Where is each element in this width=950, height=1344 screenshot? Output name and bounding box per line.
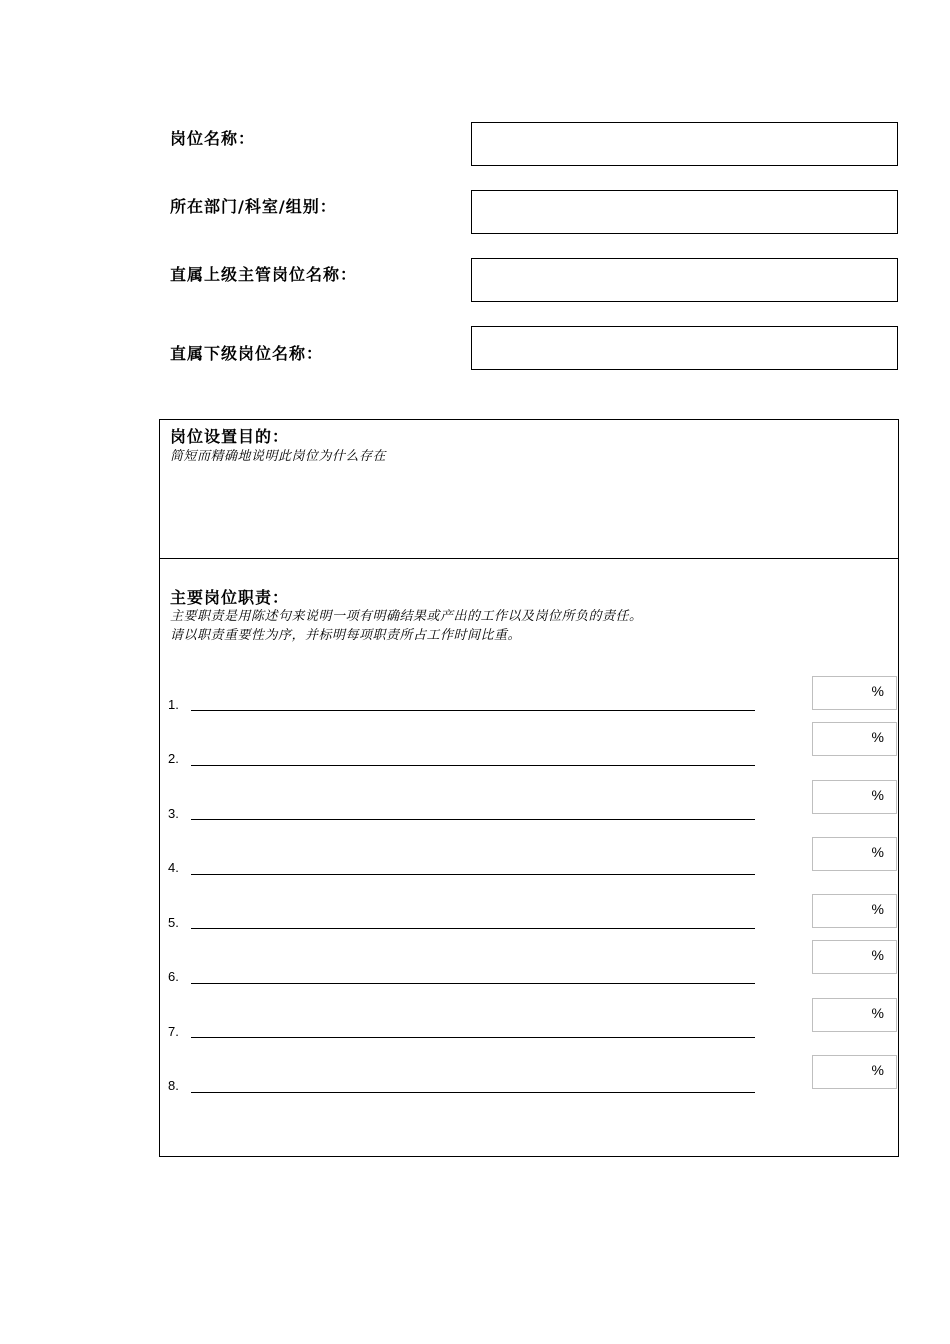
duty-line-7[interactable] xyxy=(191,1037,755,1038)
duty-line-4[interactable] xyxy=(191,874,755,875)
duty-line-1[interactable] xyxy=(191,710,755,711)
department-label: 所在部门/科室/组别： xyxy=(170,197,337,216)
duty-number: 4. xyxy=(168,860,179,875)
duty-number: 2. xyxy=(168,751,179,766)
duty-line-3[interactable] xyxy=(191,819,755,820)
duty-percent-6[interactable]: % xyxy=(812,940,897,974)
department-input[interactable] xyxy=(471,190,898,234)
duty-line-6[interactable] xyxy=(191,983,755,984)
duty-number: 7. xyxy=(168,1024,179,1039)
duty-percent-2[interactable]: % xyxy=(812,722,897,756)
position-name-input[interactable] xyxy=(471,122,898,166)
purpose-section[interactable] xyxy=(159,419,899,559)
duty-number: 6. xyxy=(168,969,179,984)
duty-percent-7[interactable]: % xyxy=(812,998,897,1032)
duty-number: 8. xyxy=(168,1078,179,1093)
duties-section xyxy=(159,558,899,1157)
duties-hint-line2: 请以职责重要性为序，并标明每项职责所占工作时间比重。 xyxy=(170,628,522,643)
subordinate-position-label: 直属下级岗位名称： xyxy=(170,344,324,363)
duty-percent-1[interactable]: % xyxy=(812,676,897,710)
duty-line-8[interactable] xyxy=(191,1092,755,1093)
duties-hint-line1: 主要职责是用陈述句来说明一项有明确结果或产出的工作以及岗位所负的责任。 xyxy=(170,609,643,624)
position-name-label: 岗位名称： xyxy=(170,129,256,148)
purpose-title: 岗位设置目的： xyxy=(170,427,290,446)
duty-percent-4[interactable]: % xyxy=(812,837,897,871)
duty-percent-3[interactable]: % xyxy=(812,780,897,814)
duty-number: 5. xyxy=(168,915,179,930)
purpose-hint: 简短而精确地说明此岗位为什么存在 xyxy=(170,449,387,464)
subordinate-position-input[interactable] xyxy=(471,326,898,370)
duty-number: 1. xyxy=(168,697,179,712)
duty-number: 3. xyxy=(168,806,179,821)
duty-line-2[interactable] xyxy=(191,765,755,766)
duty-percent-8[interactable]: % xyxy=(812,1055,897,1089)
superior-position-label: 直属上级主管岗位名称： xyxy=(170,265,358,284)
duties-title: 主要岗位职责： xyxy=(170,588,290,607)
superior-position-input[interactable] xyxy=(471,258,898,302)
duty-line-5[interactable] xyxy=(191,928,755,929)
duty-percent-5[interactable]: % xyxy=(812,894,897,928)
